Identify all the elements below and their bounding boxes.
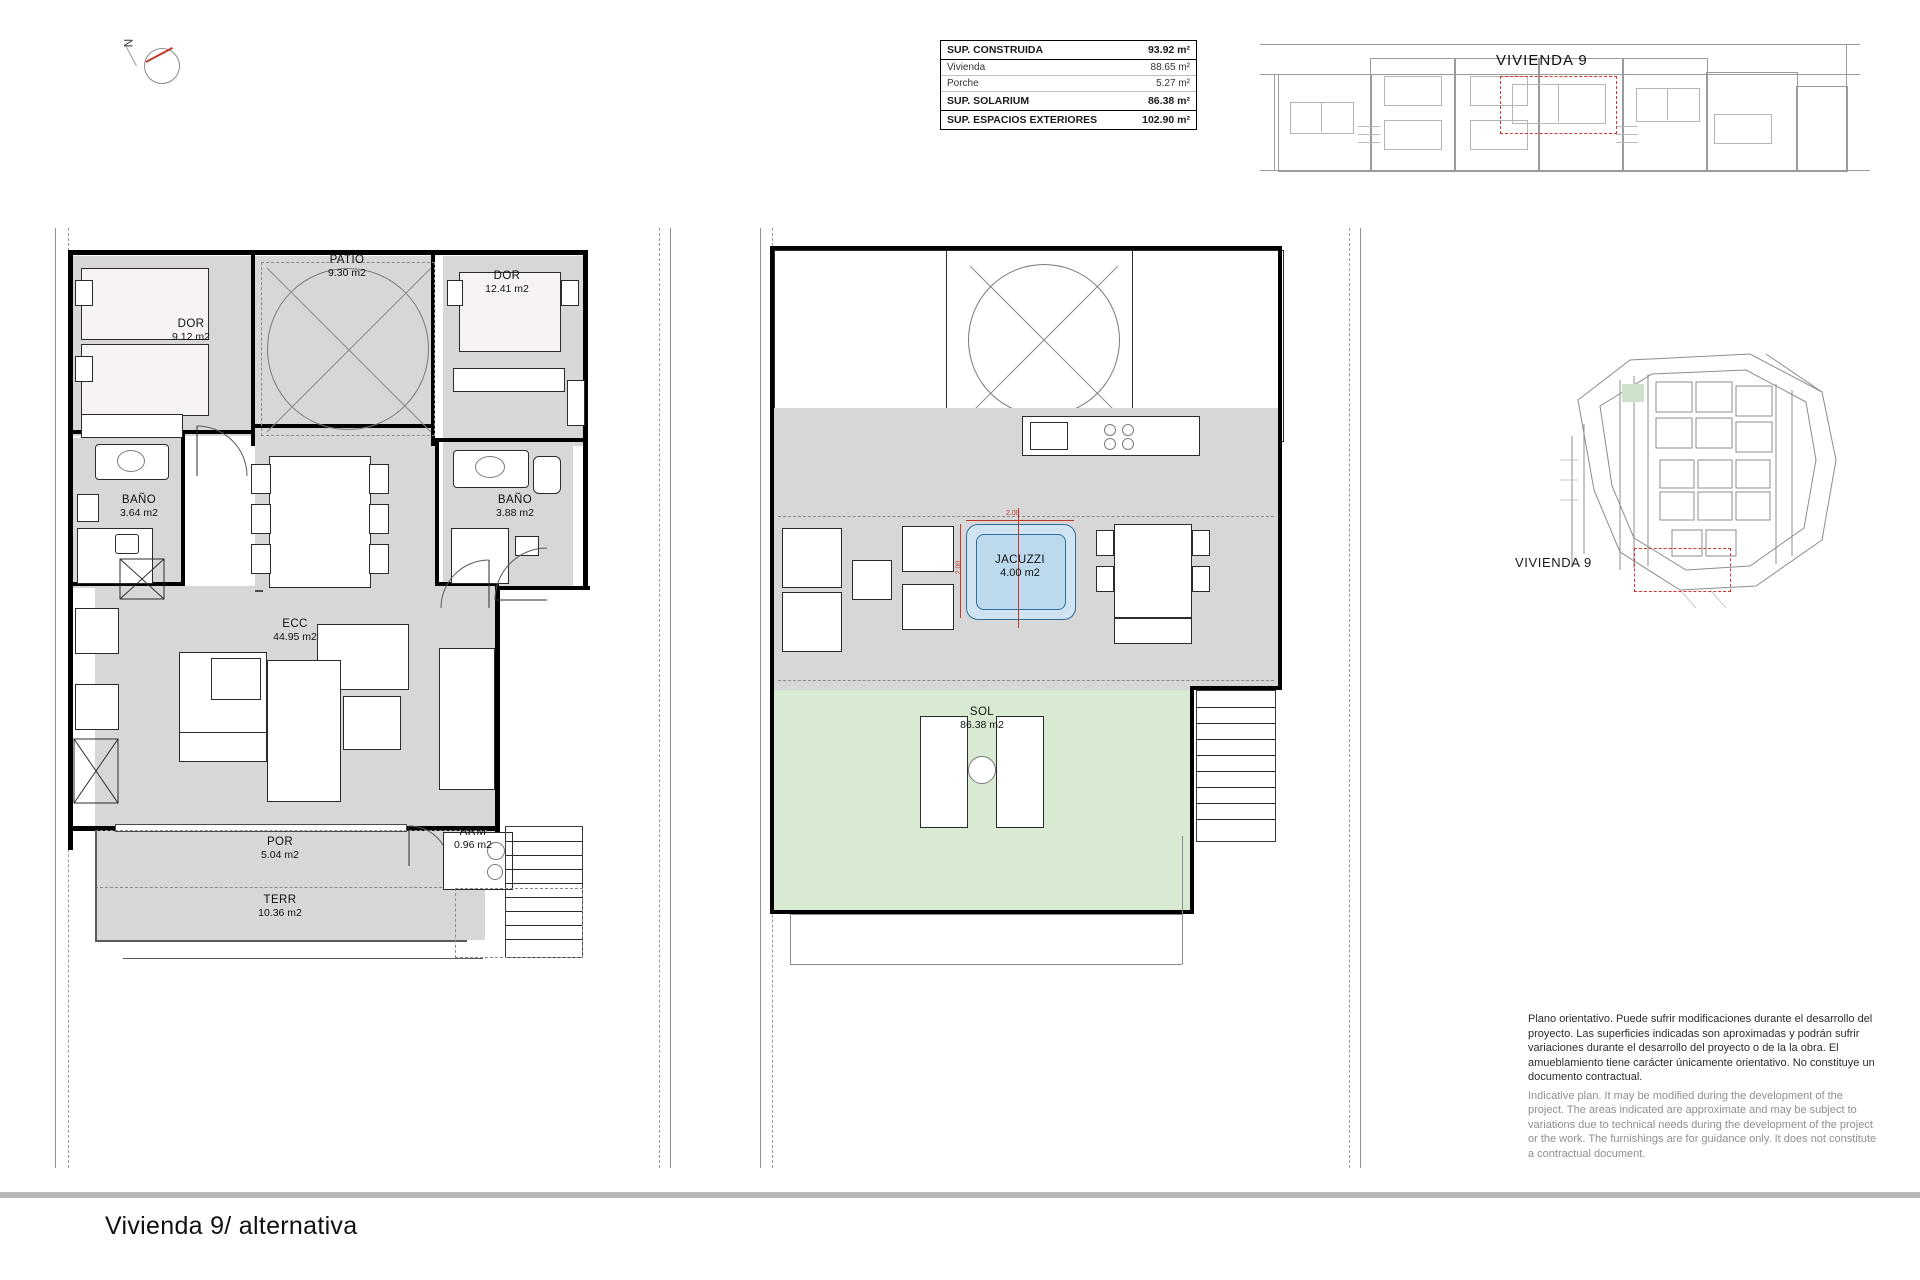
wardrobe bbox=[567, 380, 585, 426]
deck-guide-line bbox=[778, 516, 1274, 518]
door-swing bbox=[195, 424, 249, 478]
dining-chair bbox=[251, 504, 271, 534]
dimension-label-top: 2.00 bbox=[1006, 510, 1020, 517]
elevation-unit-title: VIVIENDA 9 bbox=[1496, 52, 1588, 69]
site-plan-unit-label: VIVIENDA 9 bbox=[1515, 555, 1592, 570]
dining-chair bbox=[1192, 530, 1210, 556]
wardrobe bbox=[453, 368, 565, 392]
room-label-dor-2: DOR 12.41 m2 bbox=[485, 270, 529, 295]
row-value: 5.27 m² bbox=[1127, 76, 1196, 92]
exterior-stair bbox=[1196, 690, 1276, 842]
outdoor-dining-table bbox=[1114, 524, 1192, 618]
row-value: 93.92 m² bbox=[1127, 41, 1196, 60]
solarium-plan bbox=[760, 228, 1380, 1168]
dining-table bbox=[269, 456, 371, 588]
sofa-sectional bbox=[267, 660, 341, 802]
bottom-divider bbox=[0, 1192, 1920, 1198]
wc-fixture bbox=[115, 534, 139, 554]
toilet bbox=[533, 456, 561, 494]
compass-north-label: N bbox=[121, 38, 136, 48]
table-row bbox=[941, 92, 1196, 111]
dining-chair bbox=[369, 464, 389, 494]
coffee-table bbox=[343, 696, 401, 750]
elevation-window bbox=[1714, 114, 1772, 144]
ground-floor-plan bbox=[55, 228, 695, 1168]
elevation-window bbox=[1384, 120, 1442, 150]
deck-guide-line bbox=[778, 680, 1274, 682]
patio-cross bbox=[964, 260, 1124, 420]
patio-outline bbox=[261, 262, 435, 436]
disclaimer-es: Plano orientativo. Puede sufrir modificaciones durante el desarrollo del proyecto. Las superficies indicadas son aproximadas y podrán sufrir variaciones durante el desarrollo del proyecto o de la la obra. El amueblamiento tiene carácter únicamente orientativo. No constituye un documento contractual. bbox=[1528, 1013, 1875, 1083]
room-label-bano-1: BAÑO 3.64 m2 bbox=[120, 494, 158, 519]
nightstand bbox=[75, 356, 93, 382]
plot-line bbox=[123, 958, 483, 959]
fixture-circle bbox=[487, 864, 503, 880]
exterior-wall bbox=[770, 246, 774, 914]
room-label-ecc: ECC 44.95 m2 bbox=[273, 618, 317, 643]
room-label-arm: ARM 0.96 m2 bbox=[454, 826, 492, 851]
door-swing bbox=[493, 546, 549, 602]
kitchen-counter bbox=[179, 732, 267, 762]
nightstand bbox=[75, 280, 93, 306]
elevation-roof-line bbox=[1260, 44, 1860, 45]
armchair bbox=[902, 526, 954, 572]
terrace-edge bbox=[95, 830, 97, 942]
row-value: 86.38 m² bbox=[1127, 92, 1196, 111]
interior-wall bbox=[251, 250, 255, 446]
lounge-chair bbox=[782, 528, 842, 588]
island-top bbox=[211, 658, 261, 700]
elevation-window-mullion bbox=[1667, 88, 1668, 120]
storage-unit bbox=[75, 684, 119, 730]
table-row bbox=[941, 76, 1196, 92]
sink bbox=[1030, 422, 1068, 450]
interior-wall bbox=[181, 434, 185, 586]
elevation-unit-highlight bbox=[1500, 76, 1617, 134]
dining-chair bbox=[369, 504, 389, 534]
storage-unit bbox=[75, 608, 119, 654]
stair-overhang bbox=[455, 888, 583, 958]
row-value: 88.65 m² bbox=[1127, 60, 1196, 76]
sink-basin bbox=[117, 450, 145, 472]
terrace-edge bbox=[95, 940, 467, 942]
compass-stem bbox=[126, 46, 137, 66]
row-value: 102.90 m² bbox=[1142, 114, 1190, 126]
room-label-patio: PATIO 9.30 m2 bbox=[328, 254, 366, 279]
elevation-stair-line bbox=[1358, 126, 1380, 127]
hob-burner bbox=[1104, 424, 1116, 436]
north-compass bbox=[120, 30, 200, 90]
plot-line bbox=[790, 914, 791, 964]
room-label-sol: SOL 86.38 m2 bbox=[960, 706, 1004, 731]
dining-chair bbox=[1096, 530, 1114, 556]
exterior-wall bbox=[495, 586, 500, 846]
elevation-line bbox=[1274, 74, 1275, 170]
elevation-window bbox=[1290, 102, 1354, 134]
sink-basin bbox=[475, 456, 505, 478]
disclaimer-en: Indicative plan. It may be modified during the development of the project. The areas indicated are approximate and may be subject to variations due to technical needs during the development of the project or the work. The furnishings are for guidance only. It does not constitute a contractual document. bbox=[1528, 1089, 1877, 1160]
dimension-line bbox=[966, 520, 1074, 521]
row-label: Vivienda bbox=[941, 60, 1127, 76]
room-label-bano-2: BAÑO 3.88 m2 bbox=[496, 494, 534, 519]
elevation-unit bbox=[1796, 86, 1848, 172]
table-row bbox=[941, 41, 1196, 60]
room-label-por: POR 5.04 m2 bbox=[261, 836, 299, 861]
site-plan-unit-highlight bbox=[1634, 548, 1731, 592]
elevation-stair-line bbox=[1616, 142, 1638, 143]
dining-chair bbox=[251, 544, 271, 574]
elevation-stair-line bbox=[1616, 126, 1638, 127]
exterior-wall bbox=[1190, 690, 1194, 914]
glazing bbox=[255, 590, 263, 592]
elevation-stair-line bbox=[1616, 134, 1638, 135]
stair-hatch bbox=[73, 738, 119, 804]
plot-line bbox=[1182, 836, 1183, 964]
wardrobe bbox=[81, 414, 183, 438]
room-label-jacuzzi: JACUZZI 4.00 m2 bbox=[994, 554, 1046, 579]
room-label-terr: TERR 10.36 m2 bbox=[258, 894, 302, 919]
building-elevation bbox=[1260, 28, 1880, 188]
side-table bbox=[852, 560, 892, 600]
lounge-chair bbox=[782, 592, 842, 652]
dining-chair bbox=[1096, 566, 1114, 592]
plot-line bbox=[790, 914, 1182, 915]
dining-chair bbox=[369, 544, 389, 574]
disclaimer-block bbox=[1528, 1012, 1880, 1161]
dimension-label-left: 2.00 bbox=[955, 560, 963, 575]
door-swing bbox=[439, 558, 491, 610]
dining-chair bbox=[1192, 566, 1210, 592]
plot-line bbox=[790, 964, 1182, 965]
hob-burner bbox=[1122, 438, 1134, 450]
nightstand bbox=[561, 280, 579, 306]
armchair bbox=[902, 584, 954, 630]
hob-burner bbox=[1104, 438, 1116, 450]
sun-lounger bbox=[996, 716, 1044, 828]
elevation-window bbox=[1636, 88, 1700, 122]
shelving bbox=[439, 648, 495, 790]
table-row bbox=[941, 60, 1196, 76]
table-row bbox=[941, 111, 1196, 130]
elevation-window bbox=[1384, 76, 1442, 106]
dining-chair bbox=[251, 464, 271, 494]
row-label: SUP. SOLARIUM bbox=[941, 92, 1127, 111]
bed-furniture bbox=[81, 344, 209, 416]
bench bbox=[1114, 618, 1192, 644]
sun-lounger bbox=[920, 716, 968, 828]
toilet bbox=[77, 494, 99, 522]
interior-wall bbox=[435, 438, 585, 442]
elevation-stair-line bbox=[1358, 134, 1380, 135]
exterior-wall bbox=[1278, 246, 1282, 690]
closet-hatch bbox=[119, 558, 165, 600]
row-label: Porche bbox=[941, 76, 1127, 92]
row-label: SUP. CONSTRUIDA bbox=[941, 41, 1127, 60]
surface-area-table bbox=[940, 40, 1197, 130]
side-table-round bbox=[968, 756, 996, 784]
room-label-dor-1: DOR 9.12 m2 bbox=[172, 318, 210, 343]
hob-burner bbox=[1122, 424, 1134, 436]
elevation-stair-line bbox=[1358, 142, 1380, 143]
page-title: Vivienda 9/ alternativa bbox=[105, 1212, 358, 1240]
exterior-wall bbox=[770, 246, 1282, 250]
row-label: SUP. ESPACIOS EXTERIORES bbox=[947, 114, 1098, 126]
nightstand bbox=[447, 280, 463, 306]
elevation-window-mullion bbox=[1321, 102, 1322, 132]
